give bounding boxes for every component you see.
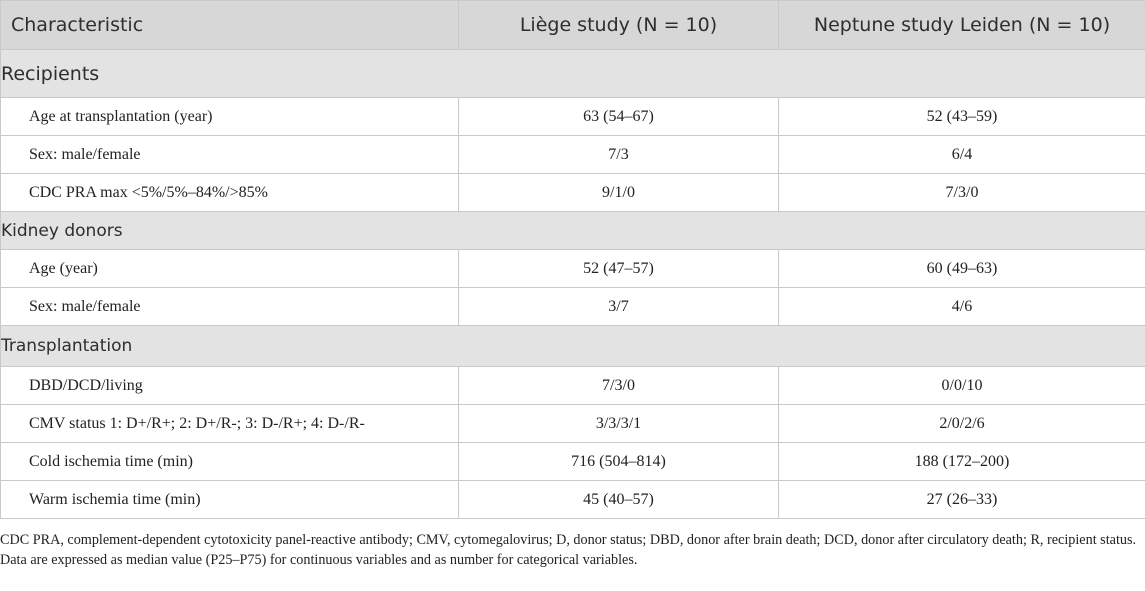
row-label: Sex: male/female <box>1 288 459 326</box>
table-row <box>1 250 1145 288</box>
table-header-row <box>1 1 1145 50</box>
table-row <box>1 288 1145 326</box>
row-label: Cold ischemia time (min) <box>1 443 459 481</box>
footnote-data-expression: Data are expressed as median value (P25–P75) for continuous variables and as number for categorical variables. <box>0 552 638 568</box>
liege-value: 7/3 <box>459 136 779 174</box>
neptune-value: 6/4 <box>779 136 1145 174</box>
table-row <box>1 174 1145 212</box>
table-row <box>1 405 1145 443</box>
neptune-value: 2/0/2/6 <box>779 405 1145 443</box>
neptune-value: 4/6 <box>779 288 1145 326</box>
neptune-value: 27 (26–33) <box>779 481 1145 519</box>
neptune-value: 0/0/10 <box>779 367 1145 405</box>
neptune-value: 60 (49–63) <box>779 250 1145 288</box>
table-row <box>1 136 1145 174</box>
row-label: Sex: male/female <box>1 136 459 174</box>
liege-value: 716 (504–814) <box>459 443 779 481</box>
liege-value: 9/1/0 <box>459 174 779 212</box>
liege-value: 3/7 <box>459 288 779 326</box>
row-label: DBD/DCD/living <box>1 367 459 405</box>
neptune-value: 52 (43–59) <box>779 98 1145 136</box>
row-label: Warm ischemia time (min) <box>1 481 459 519</box>
liege-value: 3/3/3/1 <box>459 405 779 443</box>
section-row-kidney-donors <box>1 212 1145 250</box>
liege-value: 7/3/0 <box>459 367 779 405</box>
table-row <box>1 367 1145 405</box>
section-title: Recipients <box>1 50 1145 98</box>
table-row <box>1 98 1145 136</box>
table-row <box>1 443 1145 481</box>
liege-value: 45 (40–57) <box>459 481 779 519</box>
row-label: Age (year) <box>1 250 459 288</box>
neptune-value: 7/3/0 <box>779 174 1145 212</box>
row-label: Age at transplantation (year) <box>1 98 459 136</box>
row-label: CDC PRA max <5%/5%–84%/>85% <box>1 174 459 212</box>
table-row <box>1 481 1145 519</box>
footnote-abbreviations: CDC PRA, complement-dependent cytotoxicity panel-reactive antibody; CMV, cytomegalovirus; D, donor status; DBD, donor after brain death; DCD, donor after circulatory death; R, recipient status. <box>0 532 1137 548</box>
header-characteristic: Characteristic <box>1 1 459 50</box>
section-row-recipients <box>1 50 1145 98</box>
header-liege-study: Liège study (N = 10) <box>459 1 779 50</box>
liege-value: 52 (47–57) <box>459 250 779 288</box>
header-neptune-study: Neptune study Leiden (N = 10) <box>779 1 1145 50</box>
table-footnotes <box>0 530 1140 570</box>
section-title: Transplantation <box>1 326 1145 367</box>
row-label: CMV status 1: D+/R+; 2: D+/R-; 3: D-/R+; 4: D-/R- <box>1 405 459 443</box>
neptune-value: 188 (172–200) <box>779 443 1145 481</box>
section-row-transplantation <box>1 326 1145 367</box>
section-title: Kidney donors <box>1 212 1145 250</box>
liege-value: 63 (54–67) <box>459 98 779 136</box>
